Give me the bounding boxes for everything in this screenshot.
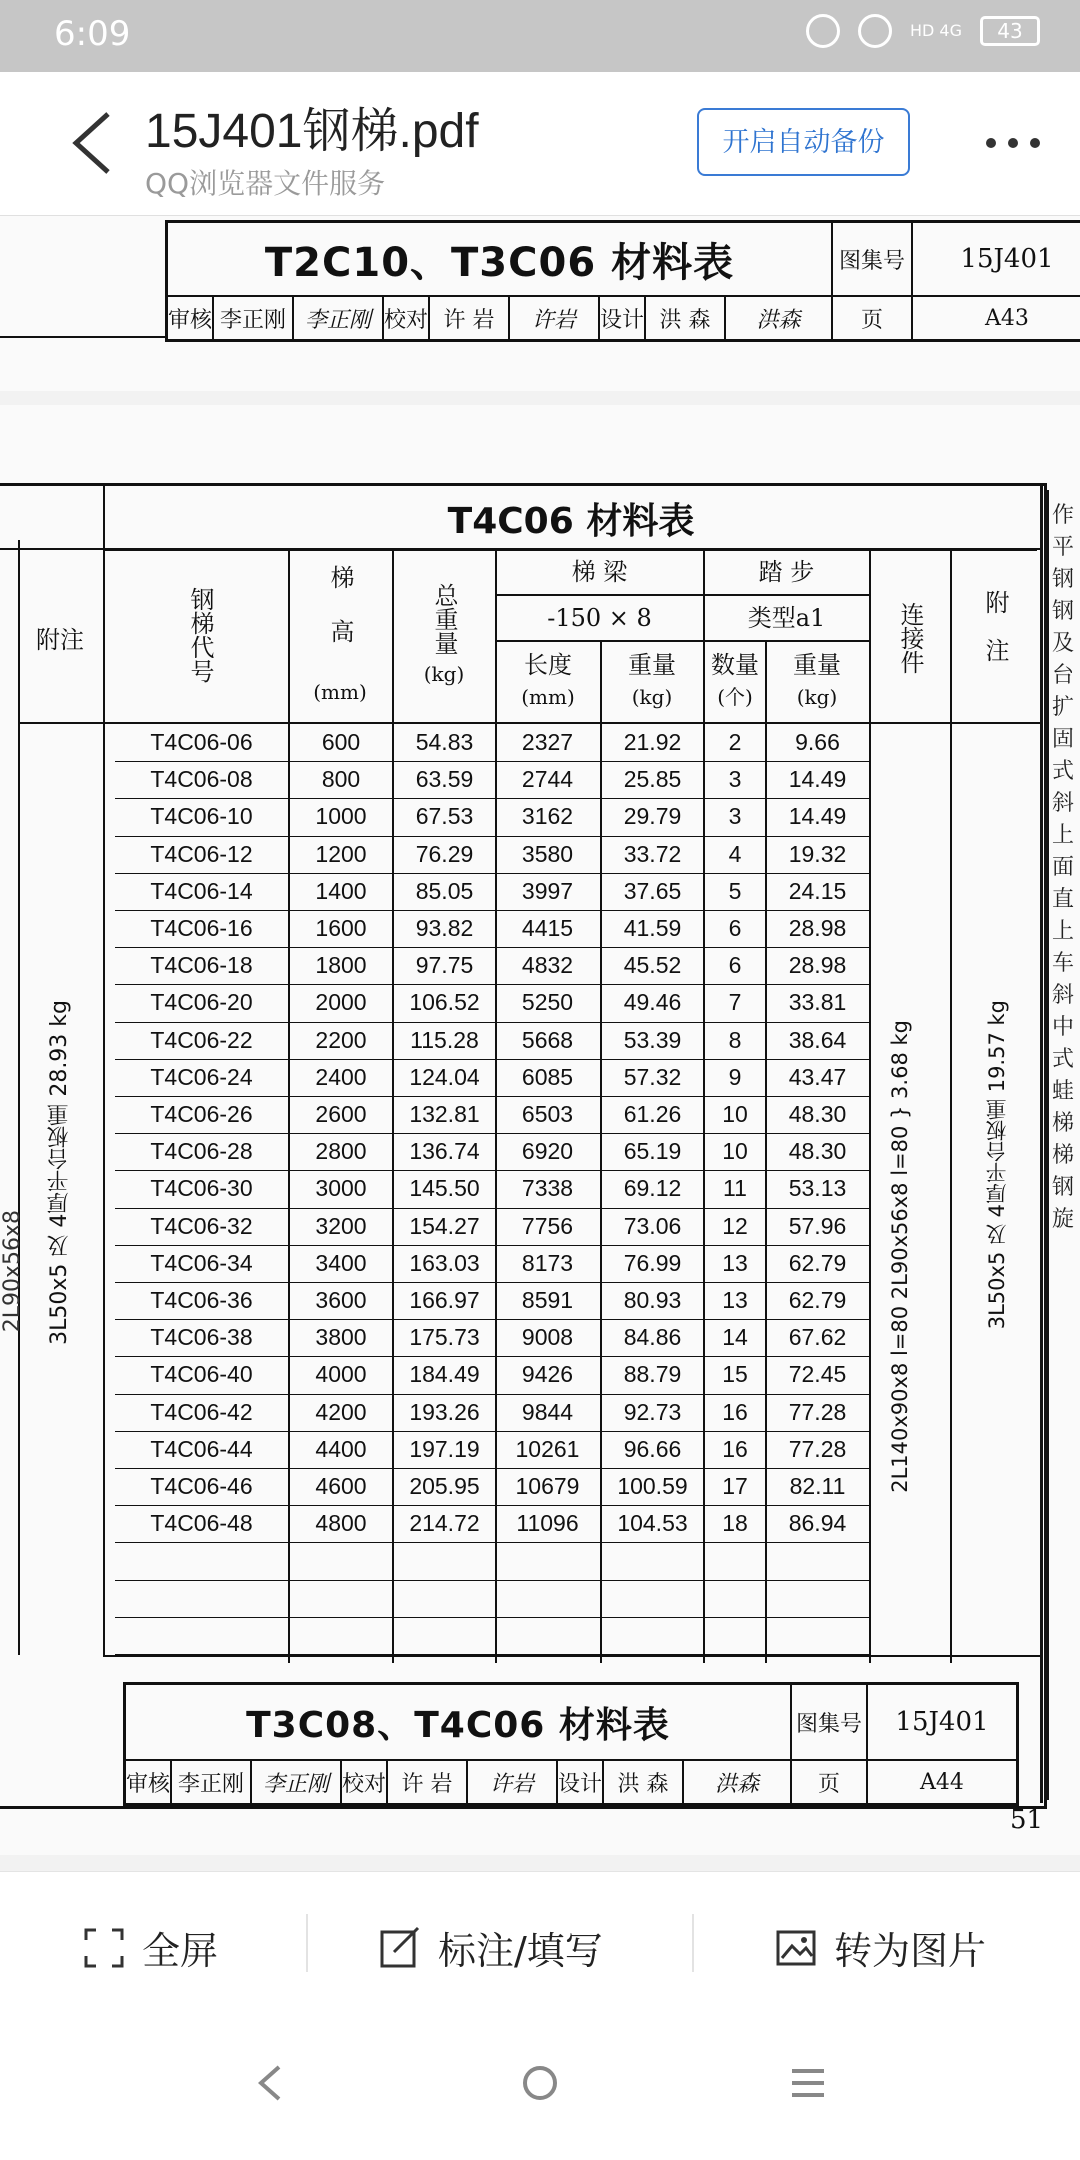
cell-beam-length: 4415: [521, 915, 574, 941]
step-weight-header: [767, 642, 867, 720]
cell-beam-weight: 80.93: [623, 1287, 682, 1313]
cell-code: T4C06-24: [150, 1063, 253, 1090]
file-subtitle: QQ浏览器文件服务: [145, 167, 386, 200]
designer-name: 洪 森: [644, 297, 724, 339]
cell-height: 2400: [315, 1063, 367, 1090]
atlas-number: 15J401: [911, 223, 1080, 295]
cell-total-weight: 145.50: [409, 1175, 480, 1202]
cell-step-count: 17: [722, 1473, 748, 1499]
mute-icon: [858, 14, 892, 48]
table-row: [115, 1618, 875, 1655]
cell-code: T4C06-06: [150, 729, 253, 755]
cell-beam-weight: 100.59: [617, 1473, 688, 1499]
table-row: [115, 1543, 875, 1580]
cell-step-weight: 48.30: [788, 1138, 847, 1165]
title-block-a44: [123, 1682, 1019, 1806]
cell-step-weight: 72.45: [788, 1361, 847, 1388]
cell-total-weight: 214.72: [409, 1510, 480, 1537]
cell-step-weight: 48.30: [788, 1101, 847, 1127]
page-label: 页: [831, 297, 911, 339]
checker-name: 许 岩: [428, 297, 508, 339]
cell-code: T4C06-46: [150, 1473, 253, 1499]
cell-beam-weight: 25.85: [623, 766, 682, 793]
table-row: [115, 725, 875, 762]
cell-height: 4200: [315, 1398, 367, 1425]
network-type: 4G: [939, 21, 962, 40]
cell-beam-weight: 69.12: [623, 1175, 682, 1202]
bottom-toolbar: [0, 1871, 1080, 2014]
step-count-unit: (个): [717, 685, 753, 709]
cell-code: T4C06-32: [150, 1212, 253, 1239]
cell-height: 2000: [315, 989, 367, 1016]
nav-back-icon[interactable]: [255, 2063, 285, 2103]
file-title: 15J401钢梯.pdf: [145, 105, 479, 158]
cell-step-count: 2: [728, 729, 742, 755]
table-row: [115, 799, 875, 836]
cell-beam-weight: 104.53: [617, 1510, 688, 1537]
image-icon: [774, 1926, 818, 1970]
review-label-2: 审核: [126, 1771, 171, 1797]
left-cut-text: 2L90x56x8: [0, 1210, 25, 1333]
table-row: [115, 1506, 875, 1543]
cell-beam-weight: 53.39: [623, 1026, 682, 1053]
left-note-header: 附注: [36, 626, 84, 654]
cell-step-count: 13: [722, 1249, 748, 1276]
cell-total-weight: 106.52: [409, 989, 480, 1016]
cell-code: T4C06-22: [150, 1026, 253, 1053]
status-bar: [0, 0, 1080, 72]
cell-beam-length: 6920: [521, 1138, 574, 1165]
atlas-label-2: 图集号: [790, 1685, 866, 1759]
cell-height: 4400: [315, 1435, 367, 1462]
beam-weight-header: [602, 642, 702, 720]
cell-step-count: 8: [728, 1026, 742, 1053]
cell-beam-length: 9844: [521, 1398, 574, 1425]
table-row: [115, 948, 875, 985]
cell-step-weight: 57.96: [788, 1212, 847, 1239]
cell-code: T4C06-14: [150, 877, 253, 904]
nav-menu-icon[interactable]: [790, 2065, 826, 2101]
reviewer-signature: 李正刚: [292, 297, 382, 339]
step-header: 踏 步: [758, 558, 815, 586]
design-label: 设计: [598, 297, 644, 339]
cell-beam-weight: 76.99: [623, 1249, 682, 1276]
cell-height: 3200: [315, 1212, 367, 1239]
nav-home-icon[interactable]: [520, 2063, 560, 2103]
table-row: [115, 837, 875, 874]
table-row: [115, 1246, 875, 1283]
designer-signature-2: 洪森: [682, 1761, 790, 1803]
status-time: 6:09: [54, 14, 131, 54]
cell-beam-length: 9426: [521, 1361, 574, 1388]
cell-total-weight: 197.19: [409, 1435, 480, 1462]
table-row: [115, 1432, 875, 1469]
cell-code: T4C06-10: [150, 803, 253, 830]
cell-total-weight: 124.04: [409, 1063, 480, 1090]
page-label-2: 页: [790, 1761, 866, 1803]
annotate-button[interactable]: [378, 1920, 603, 1975]
cell-height: 2200: [315, 1026, 367, 1053]
cell-code: T4C06-36: [150, 1287, 253, 1313]
convert-to-image-button[interactable]: [774, 1920, 986, 1975]
cell-beam-length: 11096: [516, 1510, 579, 1537]
table-row: [115, 762, 875, 799]
cell-step-weight: 33.81: [788, 989, 847, 1016]
table-title: T4C06 材料表: [105, 487, 1037, 551]
cell-step-count: 14: [722, 1324, 748, 1351]
cell-code: T4C06-18: [150, 952, 253, 979]
cell-beam-length: 3580: [521, 840, 574, 867]
cell-beam-length: 4832: [521, 952, 574, 979]
page1-title: T2C10、T3C06 材料表: [264, 239, 735, 286]
cell-total-weight: 132.81: [409, 1101, 480, 1127]
table-row: [115, 1134, 875, 1171]
cell-step-weight: 86.94: [788, 1510, 847, 1537]
cell-beam-weight: 45.52: [623, 952, 682, 979]
cell-beam-length: 8591: [521, 1287, 574, 1313]
designer-signature: 洪森: [724, 297, 831, 339]
atlas-number-2: 15J401: [866, 1685, 1016, 1759]
cell-height: 1400: [315, 877, 367, 904]
cell-step-weight: 53.13: [788, 1175, 847, 1202]
cell-beam-length: 7756: [521, 1212, 574, 1239]
beam-weight-text: 重量: [628, 651, 676, 679]
cell-height: 3400: [315, 1249, 367, 1276]
cell-step-weight: 28.98: [788, 915, 847, 941]
cell-height: 1600: [315, 915, 367, 941]
review-label: 审核: [168, 307, 213, 333]
cell-code: T4C06-34: [150, 1249, 253, 1276]
cell-step-count: 6: [728, 915, 742, 941]
auto-backup-button[interactable]: 开启自动备份: [697, 108, 910, 176]
pdf-page-a43: [0, 216, 1080, 391]
table-row: [115, 1060, 875, 1097]
cell-code: T4C06-30: [150, 1175, 253, 1202]
status-icons: [806, 14, 1040, 48]
cell-beam-weight: 21.92: [623, 729, 682, 755]
cell-step-count: 15: [722, 1361, 748, 1388]
cell-step-count: 10: [722, 1138, 748, 1165]
step-spec: 类型a1: [747, 604, 826, 632]
cell-step-weight: 43.47: [788, 1063, 847, 1090]
cell-code: T4C06-42: [150, 1398, 253, 1425]
cell-step-weight: 24.15: [788, 877, 847, 904]
row-divider: [115, 1654, 869, 1655]
cell-height: 1200: [315, 840, 367, 867]
cell-total-weight: 136.74: [409, 1138, 480, 1165]
back-arrow-icon[interactable]: [62, 108, 132, 178]
page-number-a43: A43: [911, 297, 1080, 339]
table-row: [115, 1469, 875, 1506]
cell-beam-length: 5668: [521, 1026, 574, 1053]
fullscreen-button[interactable]: [82, 1920, 218, 1975]
beam-spec: -150 × 8: [547, 604, 652, 632]
cell-height: 4800: [315, 1510, 367, 1537]
beam-length-header: [497, 642, 599, 720]
cell-step-count: 16: [722, 1398, 748, 1425]
cell-beam-weight: 65.19: [623, 1138, 682, 1165]
cell-total-weight: 163.03: [409, 1249, 480, 1276]
cell-step-count: 13: [722, 1287, 748, 1313]
cell-height: 1800: [315, 952, 367, 979]
cell-beam-weight: 49.46: [623, 989, 682, 1016]
page2-title: T3C08、T4C06 材料表: [246, 1704, 670, 1746]
height-unit: (mm): [313, 679, 367, 704]
cell-beam-length: 6503: [521, 1101, 574, 1127]
cell-total-weight: 175.73: [409, 1324, 480, 1351]
table-row: [115, 1097, 875, 1134]
cell-step-count: 3: [728, 803, 742, 830]
table-row: [115, 1171, 875, 1208]
checker-name-2: 许 岩: [386, 1761, 466, 1803]
cell-beam-length: 3162: [521, 803, 574, 830]
annotate-label: 标注/填写: [438, 1929, 603, 1973]
cell-step-weight: 14.49: [788, 803, 847, 830]
cell-step-weight: 62.79: [788, 1249, 847, 1276]
cell-code: T4C06-44: [150, 1435, 253, 1462]
cell-step-count: 11: [723, 1175, 747, 1202]
note-header: [952, 555, 1038, 720]
table-row: [115, 1357, 875, 1394]
cell-step-count: 16: [722, 1435, 748, 1462]
hd-label: HD: [909, 21, 935, 40]
step-weight-text: 重量: [793, 651, 841, 679]
table-row: [115, 1023, 875, 1060]
cell-beam-length: 10679: [515, 1473, 580, 1499]
network-label: [910, 23, 962, 39]
reviewer-name: 李正刚: [212, 297, 292, 339]
cell-step-weight: 38.64: [788, 1026, 847, 1053]
cell-step-weight: 77.28: [788, 1435, 847, 1462]
table-row: [115, 1395, 875, 1432]
cell-total-weight: 193.26: [409, 1398, 480, 1425]
cell-beam-weight: 61.26: [623, 1101, 682, 1127]
cell-step-weight: 82.11: [789, 1473, 846, 1499]
beam-length-unit: (mm): [521, 685, 575, 709]
total-weight-text: 总重量: [430, 582, 458, 655]
cell-beam-weight: 88.79: [623, 1361, 682, 1388]
cell-total-weight: 184.49: [409, 1361, 480, 1388]
system-nav-bar: [0, 2013, 1080, 2160]
connector-header: [871, 555, 949, 720]
cell-beam-length: 9008: [521, 1324, 574, 1351]
fullscreen-icon: [82, 1926, 126, 1970]
height-header-text: 梯高: [326, 564, 354, 673]
step-count-header: [705, 642, 765, 720]
cell-step-count: 6: [728, 952, 742, 979]
cell-code: T4C06-16: [150, 915, 253, 941]
cell-beam-length: 2327: [521, 729, 574, 755]
cell-step-weight: 14.49: [788, 766, 847, 793]
height-header: [290, 555, 390, 720]
total-weight-unit: (kg): [423, 661, 465, 686]
beam-weight-unit: (kg): [631, 685, 673, 709]
cell-beam-length: 5250: [521, 989, 574, 1016]
note-header-text: 附注: [981, 589, 1009, 686]
cell-step-count: 7: [728, 989, 742, 1016]
cell-beam-length: 7338: [521, 1175, 574, 1202]
atlas-label: 图集号: [831, 223, 911, 295]
cell-total-weight: 67.53: [415, 803, 474, 830]
beam-length-text: 长度: [524, 651, 572, 679]
edit-icon: [378, 1926, 422, 1970]
title-block-a43: [165, 220, 1080, 342]
cell-beam-weight: 57.32: [623, 1063, 682, 1090]
cell-total-weight: 93.82: [415, 915, 474, 941]
right-cut-column: 作平钢 钢及台扩 固式斜 上面直 上车斜 中式蛙梯 梯钢旋: [1052, 503, 1075, 1232]
cell-height: 3800: [315, 1324, 367, 1351]
cell-step-weight: 28.98: [788, 952, 847, 979]
fullscreen-label: 全屏: [142, 1929, 219, 1973]
to-image-label: 转为图片: [834, 1929, 987, 1973]
table-row: [115, 985, 875, 1022]
table-row: [115, 1320, 875, 1357]
cell-total-weight: 166.97: [409, 1287, 480, 1313]
cell-total-weight: 76.29: [415, 840, 474, 867]
table-row: [115, 1581, 875, 1618]
cell-height: 1000: [315, 803, 367, 830]
cell-height: 800: [321, 766, 361, 793]
cell-step-count: 5: [728, 877, 742, 904]
check-label: 校对: [382, 297, 428, 339]
cell-step-count: 4: [728, 840, 742, 867]
cell-step-count: 12: [722, 1212, 748, 1239]
cell-beam-weight: 41.59: [623, 915, 682, 941]
designer-name-2: 洪 森: [602, 1761, 682, 1803]
connector-header-text: 连接件: [896, 601, 924, 674]
cell-step-weight: 67.62: [788, 1324, 847, 1351]
cell-total-weight: 85.05: [415, 877, 474, 904]
cell-code: T4C06-28: [150, 1138, 253, 1165]
reviewer-signature-2: 李正刚: [250, 1761, 340, 1803]
reviewer-name-2: 李正刚: [170, 1761, 250, 1803]
cell-code: T4C06-48: [150, 1510, 253, 1537]
cell-beam-weight: 73.06: [623, 1212, 682, 1239]
check-label-2: 校对: [340, 1761, 386, 1803]
cell-code: T4C06-20: [150, 989, 253, 1016]
code-header: [150, 550, 250, 720]
cell-beam-weight: 96.66: [623, 1435, 682, 1462]
cell-total-weight: 154.27: [409, 1212, 480, 1239]
cell-beam-weight: 84.86: [623, 1324, 682, 1351]
cell-height: 4600: [315, 1473, 367, 1499]
cell-code: T4C06-12: [150, 840, 253, 867]
table-row: [115, 911, 875, 948]
page-number-a44: A44: [866, 1761, 1016, 1803]
beam-header: 梯 梁: [571, 558, 628, 586]
connector-text: 2L140x90x8 l=80 2L90x56x8 l=80 } 3.68 kg: [888, 1020, 912, 1493]
cell-beam-length: 10261: [515, 1435, 580, 1462]
cell-beam-weight: 29.79: [623, 803, 682, 830]
cell-step-count: 3: [728, 766, 742, 793]
table-row: [115, 874, 875, 911]
code-header-text: 钢梯代号: [186, 587, 214, 683]
left-note-text: 3L50x5 及 4厚平台板重 28.93 kg: [47, 1000, 72, 1345]
cell-step-count: 9: [728, 1063, 742, 1090]
cell-height: 3000: [315, 1175, 367, 1202]
alarm-icon: [806, 14, 840, 48]
cell-total-weight: 63.59: [415, 766, 474, 793]
table-row: [115, 1209, 875, 1246]
step-weight-unit: (kg): [796, 685, 838, 709]
cell-total-weight: 205.95: [409, 1473, 480, 1499]
cell-step-weight: 19.32: [788, 840, 847, 867]
cell-height: 2600: [315, 1101, 367, 1127]
battery-icon: 43: [980, 16, 1040, 46]
cell-code: T4C06-08: [150, 766, 253, 793]
cell-total-weight: 54.83: [415, 729, 474, 755]
cell-height: 4000: [315, 1361, 367, 1388]
note-text: 3L50x5 及 4厚平台板重 19.57 kg: [985, 1000, 1009, 1330]
cell-total-weight: 97.75: [415, 952, 474, 979]
document-page-number: 51: [1010, 1805, 1044, 1835]
table-row: [115, 1283, 875, 1320]
cell-beam-weight: 37.65: [623, 877, 682, 904]
step-count-text: 数量: [711, 651, 759, 679]
title-bar: [0, 72, 1080, 216]
checker-signature-2: 许岩: [466, 1761, 556, 1803]
cell-code: T4C06-38: [150, 1324, 253, 1351]
total-weight-header: [394, 555, 494, 720]
cell-beam-length: 8173: [521, 1249, 574, 1276]
more-menu-icon[interactable]: [986, 138, 1040, 148]
cell-height: 2800: [315, 1138, 367, 1165]
cell-beam-length: 3997: [521, 877, 574, 904]
design-label-2: 设计: [556, 1761, 602, 1803]
cell-height: 3600: [315, 1287, 367, 1313]
cell-step-count: 18: [722, 1510, 748, 1537]
cell-height: 600: [321, 729, 361, 755]
cell-beam-weight: 33.72: [623, 840, 682, 867]
cell-beam-length: 2744: [521, 766, 574, 793]
cell-beam-weight: 92.73: [623, 1398, 682, 1425]
checker-signature: 许岩: [508, 297, 598, 339]
cell-step-weight: 77.28: [788, 1398, 847, 1425]
cell-beam-length: 6085: [521, 1063, 574, 1090]
cell-total-weight: 115.28: [410, 1026, 479, 1053]
cell-step-weight: 9.66: [795, 729, 840, 755]
cell-code: T4C06-26: [150, 1101, 253, 1127]
cell-code: T4C06-40: [150, 1361, 253, 1388]
cell-step-weight: 62.79: [788, 1287, 847, 1313]
cell-step-count: 10: [722, 1101, 748, 1127]
